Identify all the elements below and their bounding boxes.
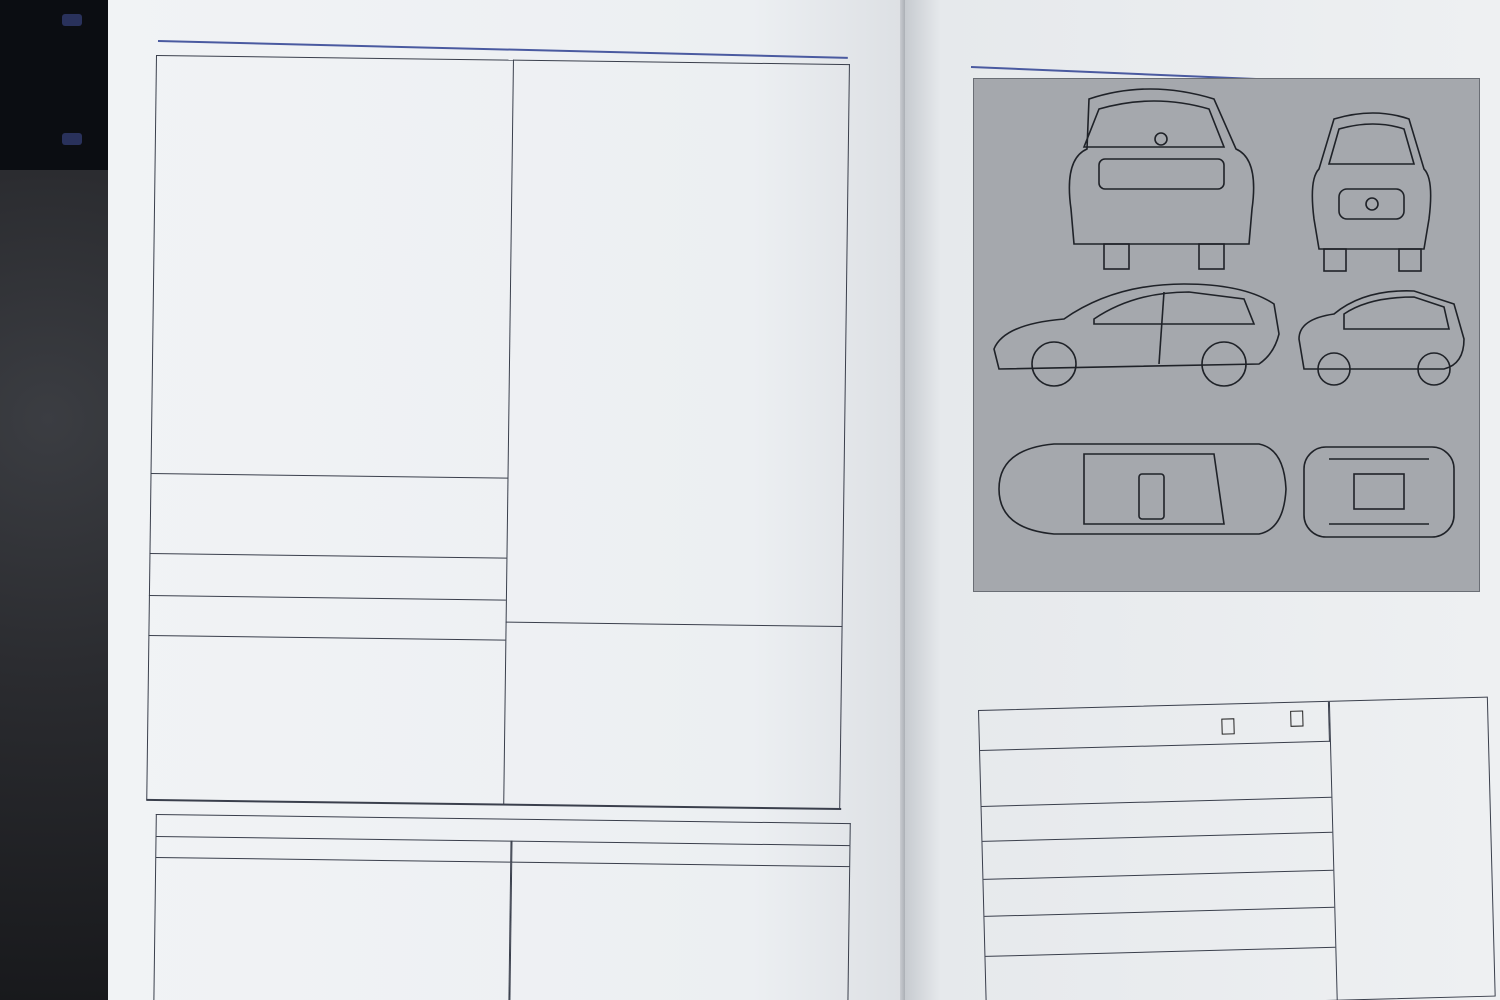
leather-background xyxy=(0,170,120,1000)
fault-report-box xyxy=(978,697,1496,1000)
car-front-view xyxy=(1312,113,1430,249)
decor-icon xyxy=(62,133,82,145)
done-header xyxy=(155,55,513,102)
description-line[interactable] xyxy=(985,947,1335,957)
car-sketch-svg xyxy=(974,79,1479,591)
description-line[interactable] xyxy=(983,870,1333,880)
service-date-row xyxy=(149,473,507,558)
description-line[interactable] xyxy=(984,907,1334,917)
performed-by-cell xyxy=(146,635,505,805)
no-option[interactable] xyxy=(1284,710,1303,726)
no-checkbox[interactable] xyxy=(1290,710,1303,726)
yes-checkbox[interactable] xyxy=(1221,718,1234,734)
longlife-cell xyxy=(503,622,842,809)
fault-divider xyxy=(1329,702,1338,1000)
car-body-diagram xyxy=(973,78,1480,592)
car-side-view xyxy=(994,284,1279,369)
fault-header xyxy=(979,702,1330,751)
left-page xyxy=(108,0,913,1000)
extra-column xyxy=(513,60,850,64)
car-top-view xyxy=(999,444,1286,534)
right-page xyxy=(905,0,1500,1000)
done-column xyxy=(156,55,513,60)
invoice-row xyxy=(148,595,505,640)
decor-icon xyxy=(62,14,82,26)
yes-option[interactable] xyxy=(1215,717,1234,734)
figure-caption xyxy=(977,603,985,618)
description-line[interactable] xyxy=(982,797,1332,807)
extra-header xyxy=(512,60,850,106)
next-service-body xyxy=(153,858,512,1000)
description-line[interactable] xyxy=(982,832,1332,842)
service-form xyxy=(146,55,851,809)
odometer-row xyxy=(149,553,507,600)
next-extra-body xyxy=(508,863,850,1000)
next-service-section xyxy=(153,800,851,1000)
